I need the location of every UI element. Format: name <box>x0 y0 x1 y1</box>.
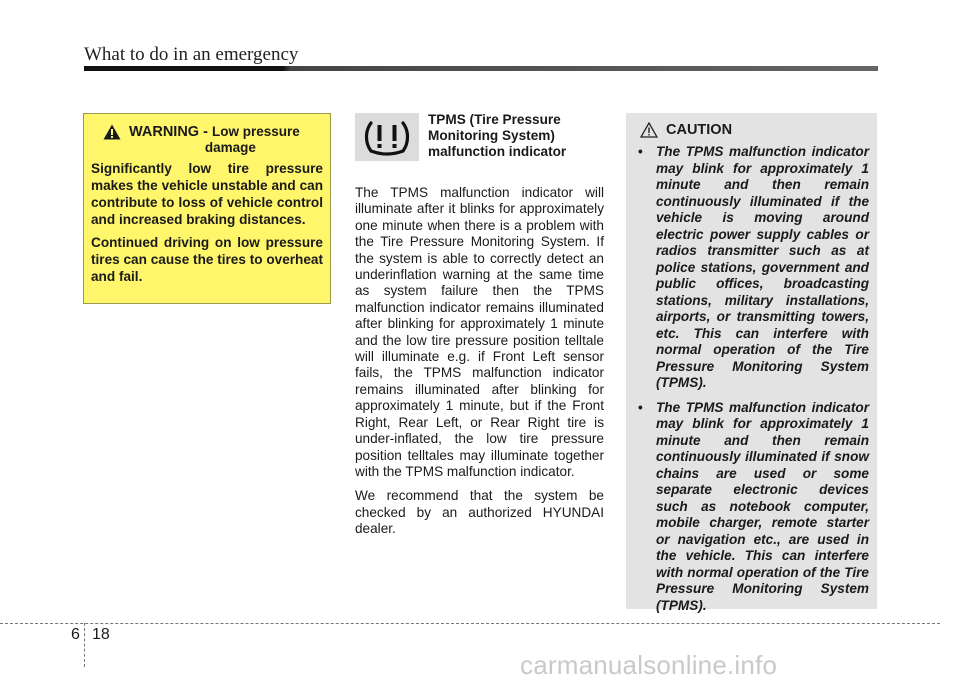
caution-item: • The TPMS malfunction indicator may blink for approximately 1 minute and then remain continuously illuminated if snow chains are used or some separate electronic devices such as notebook computer, mobile charger, remote starter or navigation etc., are used in the vehicle. This can interfere with normal operation of the Tire Pressure Monitoring System (TPMS). <box>634 400 869 615</box>
page-header-title: What to do in an emergency <box>84 44 299 65</box>
warning-subheading-1: Low pressure <box>211 124 300 139</box>
footer-divider <box>84 623 85 667</box>
caution-label: CAUTION <box>666 122 733 138</box>
caution-heading <box>640 122 869 138</box>
warning-paragraph: Significantly low tire pressure makes the vehicle unstable and can contribute to loss of vehicle control and increased braking distances. <box>91 161 323 227</box>
warning-label: WARNING - <box>129 124 208 140</box>
body-paragraph: The TPMS malfunction indicator will illuminate after it blinks for approximately one minute when there is a problem with the Tire Pressure Monitoring System. If the system is able to correctly detect an underinflation warning at the same time as system failure then the TPMS malfunction indicator remains illuminated after blinking for approximately 1 minute and the low tire pressure position telltale will illuminate e.g. if Front Left sensor fails, the TPMS malfunction indicator remains illuminated after blinking for approximately 1 minute, but if the Front Right, Rear Left, or Rear Right tire is under-inflated, the low tire pressure position telltales may illuminate together with the TPMS malfunction indicator. <box>355 185 604 479</box>
warning-heading <box>91 124 323 155</box>
page-number: 18 <box>92 626 110 643</box>
warning-paragraph: Continued driving on low pressure tires can cause the tires to overheat and fail. <box>91 235 323 284</box>
caution-box <box>626 113 877 613</box>
warning-box <box>83 113 331 304</box>
watermark: carmanualsonline.info <box>520 650 778 680</box>
warning-subheading-2: damage <box>204 140 256 155</box>
page-section-number: 6 <box>71 626 80 643</box>
footer-rule <box>0 623 940 624</box>
tpms-icon-box <box>355 113 419 161</box>
caution-list <box>634 144 869 614</box>
header-rule <box>84 66 878 71</box>
caution-item: • The TPMS malfunction indicator may blink for approximately 1 minute and then remain continuously illuminated if the vehicle is moving around electric power supply cables or radios transmitter such as at police stations, government and public offices, broadcasting stations, military installations, airports, or transmitting towers, etc. This can interfere with normal operation of the Tire Pressure Monitoring System (TPMS). <box>634 144 869 392</box>
tpms-indicator-icon <box>364 119 410 157</box>
tpms-section-title: TPMS (Tire Pressure Monitoring System) malfunction indicator <box>428 112 567 159</box>
warning-triangle-icon <box>103 124 121 140</box>
body-paragraph: We recommend that the system be checked by an authorized HYUNDAI dealer. <box>355 488 604 537</box>
caution-triangle-icon <box>640 122 658 138</box>
tpms-body <box>355 185 604 546</box>
